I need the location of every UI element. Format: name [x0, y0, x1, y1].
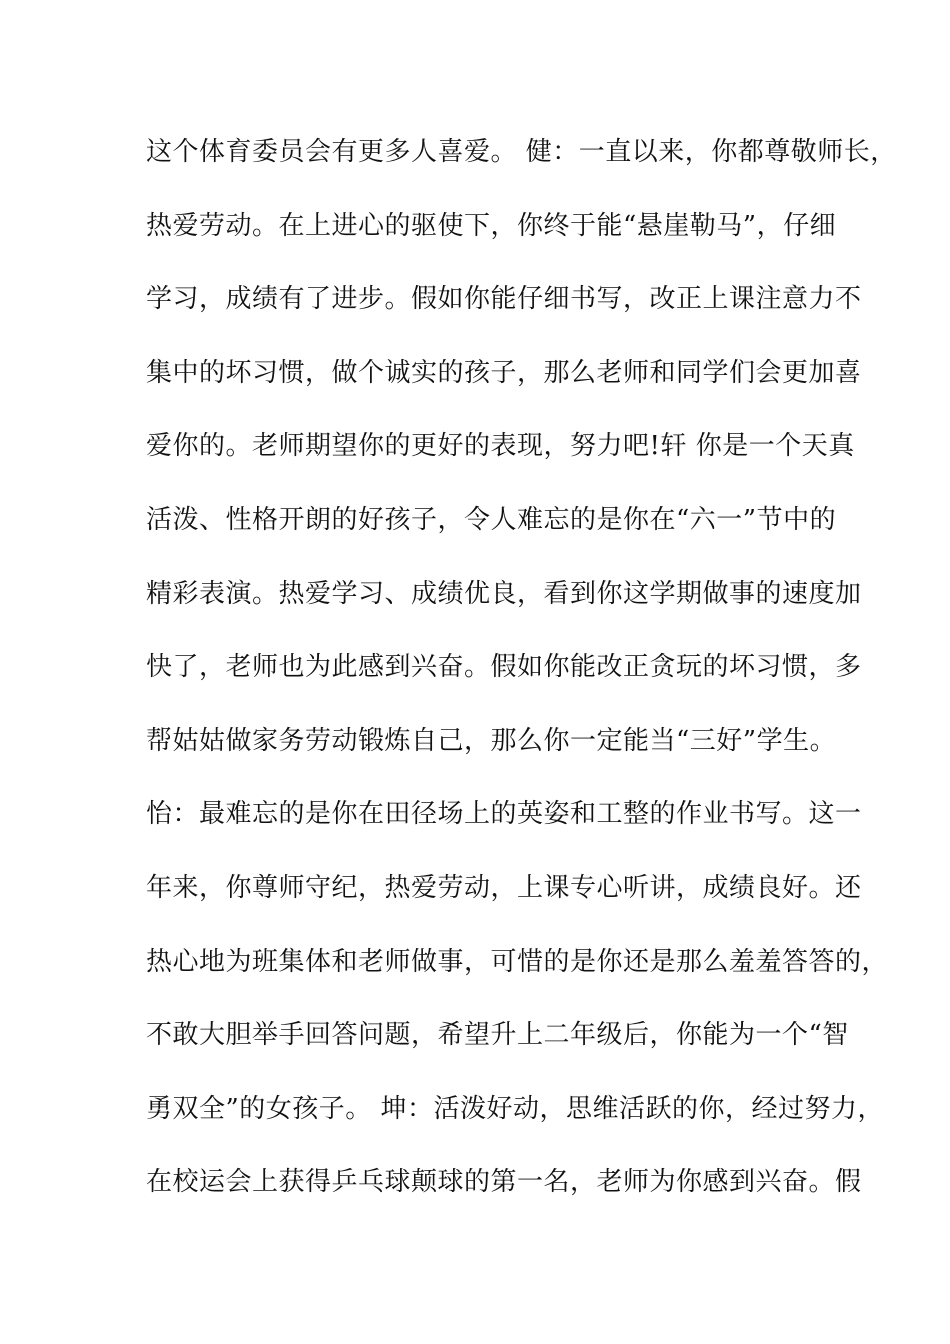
text-line: 快了，老师也为此感到兴奋。假如你能改正贪玩的坏习惯，多 [146, 652, 862, 683]
text-line: 集中的坏习惯，做个诚实的孩子，那么老师和同学们会更加喜 [146, 357, 862, 388]
body-text [146, 128, 897, 1232]
text-line: 在校运会上获得乒乓球颠球的第一名，老师为你感到兴奋。假 [146, 1167, 862, 1198]
text-line: 热爱劳动。在上进心的驱使下，你终于能“悬崖勒马”，仔细 [146, 210, 837, 241]
text-line: 年来，你尊师守纪，热爱劳动，上课专心听讲，成绩良好。还 [146, 872, 862, 903]
text-line: 热心地为班集体和老师做事，可惜的是你还是那么羞羞答答的， [146, 946, 889, 977]
text-line: 活泼、性格开朗的好孩子，令人难忘的是你在“六一”节中的 [146, 504, 837, 535]
text-line: 爱你的。老师期望你的更好的表现，努力吧!轩 你是一个天真 [146, 431, 855, 462]
text-line: 学习，成绩有了进步。假如你能仔细书写，改正上课注意力不 [146, 284, 862, 315]
text-line: 不敢大胆举手回答问题，希望升上二年级后，你能为一个“智 [146, 1020, 849, 1051]
text-line: 帮姑姑做家务劳动锻炼自己，那么你一定能当“三好”学生。 [146, 725, 837, 756]
text-line: 怡：最难忘的是你在田径场上的英姿和工整的作业书写。这一 [146, 799, 862, 830]
text-line: 这个体育委员会有更多人喜爱。 健：一直以来，你都尊敬师长， [146, 137, 897, 167]
text-line: 勇双全”的女孩子。 坤：活泼好动，思维活跃的你，经过努力， [146, 1093, 885, 1124]
text-line: 精彩表演。热爱学习、成绩优良，看到你这学期做事的速度加 [146, 578, 862, 609]
